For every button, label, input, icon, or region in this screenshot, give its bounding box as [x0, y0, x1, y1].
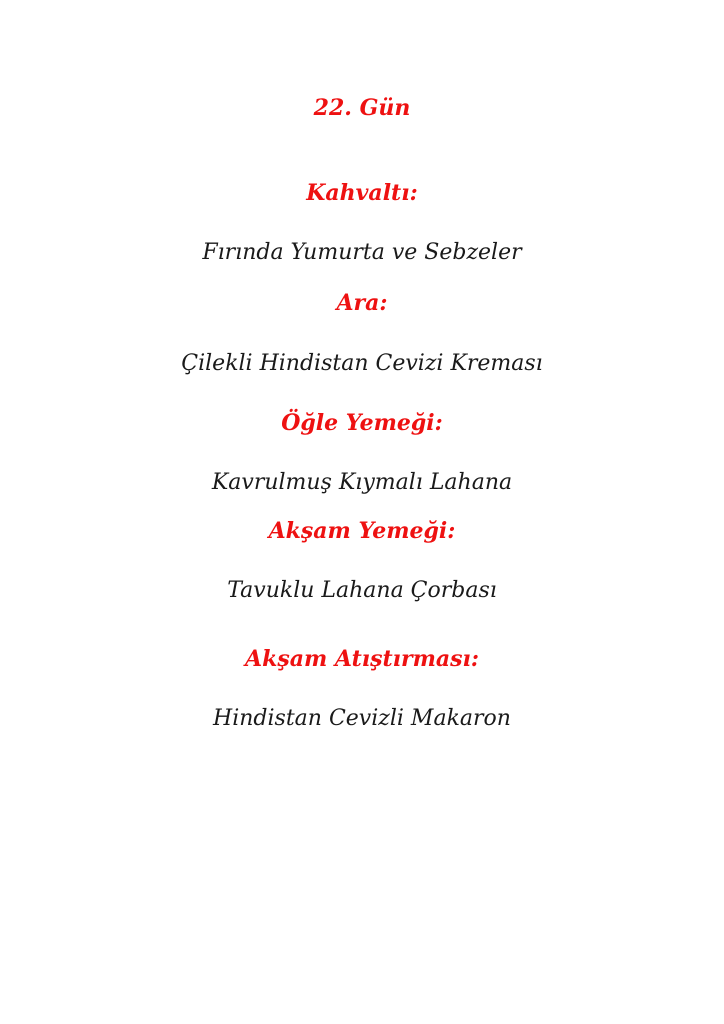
evening-snack-heading: Akşam Atıştırması:	[245, 646, 479, 672]
lunch-heading: Öğle Yemeği:	[281, 410, 443, 436]
dinner-dish: Tavuklu Lahana Çorbası	[227, 578, 497, 603]
evening-snack-dish: Hindistan Cevizli Makaron	[213, 706, 511, 731]
dinner-heading: Akşam Yemeği:	[268, 518, 456, 544]
breakfast-heading: Kahvaltı:	[306, 180, 418, 206]
snack-dish: Çilekli Hindistan Cevizi Kreması	[181, 351, 543, 376]
lunch-dish: Kavrulmuş Kıymalı Lahana	[211, 470, 513, 495]
day-title: 22. Gün	[313, 95, 411, 121]
snack-heading: Ara:	[336, 290, 388, 316]
breakfast-dish: Fırında Yumurta ve Sebzeler	[202, 240, 522, 265]
